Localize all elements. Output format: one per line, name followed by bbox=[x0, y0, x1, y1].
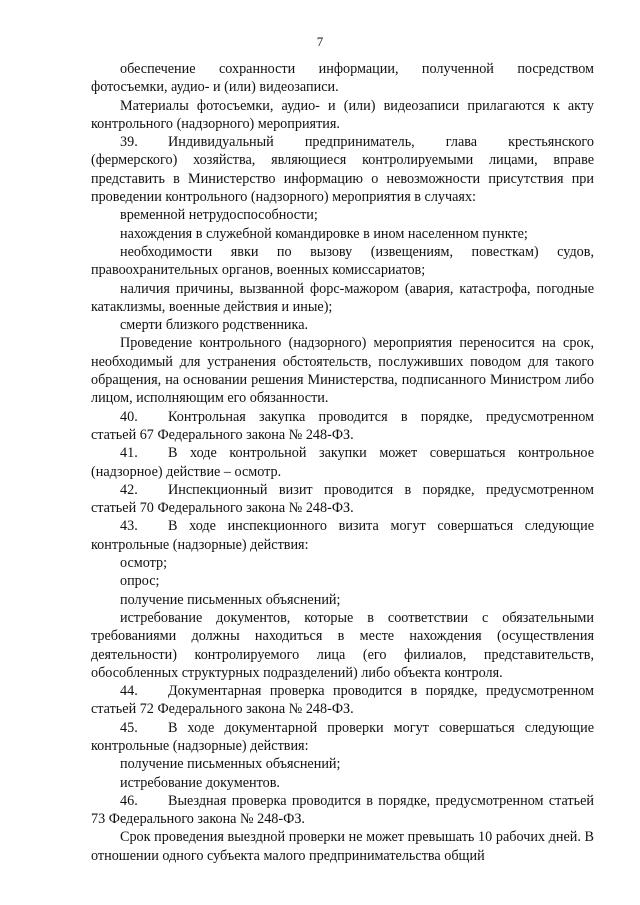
paragraph bbox=[91, 572, 594, 590]
paragraph-text: Инспекционный визит проводится в порядке, предусмотренном статьей 70 Федерального закона № 248-ФЗ. bbox=[91, 481, 594, 517]
paragraph-text: В ходе документарной проверки могут совершаться следующие контрольные (надзорные) действия: bbox=[91, 719, 594, 754]
paragraph bbox=[91, 408, 594, 445]
paragraph-text: В ходе контрольной закупки может совершаться контрольное (надзорное) действие – осмотр. bbox=[91, 445, 594, 480]
clause-number: 41. bbox=[120, 445, 138, 462]
clause-number: 45. bbox=[120, 719, 138, 736]
paragraph bbox=[91, 444, 594, 481]
paragraph bbox=[91, 554, 594, 572]
paragraph-text: необходимости явки по вызову (извещениям, повесткам) судов, правоохранительных органов, военных комиссариатов; bbox=[91, 243, 594, 279]
paragraph-text: нахождения в служебной командировке в ином населенном пункте; bbox=[120, 225, 528, 242]
paragraph bbox=[91, 481, 594, 518]
paragraph bbox=[91, 97, 594, 134]
paragraph-text: смерти близкого родственника. bbox=[120, 317, 309, 334]
paragraph-text: Контрольная закупка проводится в порядке, предусмотренном статьей 67 Федерального закона № 248-ФЗ. bbox=[91, 408, 594, 443]
paragraph-text: Материалы фотосъемки, аудио- и (или) видеозаписи прилагаются к акту контрольного (надзорного) мероприятия. bbox=[91, 97, 594, 132]
paragraph bbox=[91, 591, 594, 609]
paragraph-text: обеспечение сохранности информации, полученной посредством фотосъемки, аудио- и (или) видеозаписи. bbox=[91, 61, 594, 96]
paragraph bbox=[91, 225, 594, 243]
paragraph-text: истребование документов. bbox=[120, 774, 280, 791]
clause-number: 42. bbox=[120, 481, 138, 498]
paragraph bbox=[91, 60, 594, 97]
clause-number: 46. bbox=[120, 792, 138, 809]
paragraph bbox=[91, 517, 594, 554]
document-body bbox=[91, 60, 594, 865]
paragraph-text: временной нетрудоспособности; bbox=[120, 207, 318, 224]
paragraph bbox=[91, 334, 594, 407]
paragraph bbox=[91, 280, 594, 317]
paragraph bbox=[91, 755, 594, 773]
paragraph-text: получение письменных объяснений; bbox=[120, 756, 341, 773]
paragraph bbox=[91, 206, 594, 224]
paragraph-text: наличия причины, вызванной форс-мажором (авария, катастрофа, погодные катаклизмы, военные действия и иные); bbox=[91, 280, 594, 315]
paragraph-text: Документарная проверка проводится в порядке, предусмотренном статьей 72 Федерального закона № 248-ФЗ. bbox=[91, 683, 594, 718]
paragraph bbox=[91, 792, 594, 829]
paragraph bbox=[91, 719, 594, 756]
clause-number: 43. bbox=[120, 518, 138, 535]
paragraph-text: осмотр; bbox=[120, 555, 168, 572]
paragraph-text: опрос; bbox=[120, 573, 160, 590]
clause-number: 40. bbox=[120, 408, 138, 425]
paragraph bbox=[91, 682, 594, 719]
paragraph bbox=[91, 774, 594, 792]
paragraph-text: Выездная проверка проводится в порядке, предусмотренном статьей 73 Федерального закона № 248-ФЗ. bbox=[91, 792, 594, 828]
paragraph-text: истребование документов, которые в соответствии с обязательными требованиями должны находиться в месте нахождения (осуществления деятельности) контролируемого лица (его филиалов, представительств, обособленных структурных подразделений) либо объекта контроля. bbox=[91, 609, 594, 681]
clause-number: 44. bbox=[120, 683, 138, 700]
paragraph-text: Индивидуальный предприниматель, глава крестьянского (фермерского) хозяйства, являющиеся контролируемыми лицами, вправе представить в Министерство информацию о невозможности присутствия при проведении контрольного (надзорного) мероприятия в случаях: bbox=[91, 134, 594, 206]
paragraph bbox=[91, 316, 594, 334]
clause-number: 39. bbox=[120, 134, 138, 151]
paragraph-text: Срок проведения выездной проверки не может превышать 10 рабочих дней. В отношении одного субъекта малого предпринимательства общий bbox=[91, 829, 594, 864]
paragraph-text: Проведение контрольного (надзорного) мероприятия переносится на срок, необходимый для устранения обстоятельств, послуживших поводом для такого обращения, на основании решения Министерства, подписанного Министром либо лицом, исполняющим его обязанности. bbox=[91, 335, 594, 407]
paragraph bbox=[91, 133, 594, 206]
page-number: 7 bbox=[316, 34, 324, 49]
paragraph-text: получение письменных объяснений; bbox=[120, 591, 341, 608]
paragraph bbox=[91, 609, 594, 682]
paragraph bbox=[91, 243, 594, 280]
paragraph bbox=[91, 828, 594, 865]
paragraph-text: В ходе инспекционного визита могут совершаться следующие контрольные (надзорные) действия: bbox=[91, 518, 594, 553]
